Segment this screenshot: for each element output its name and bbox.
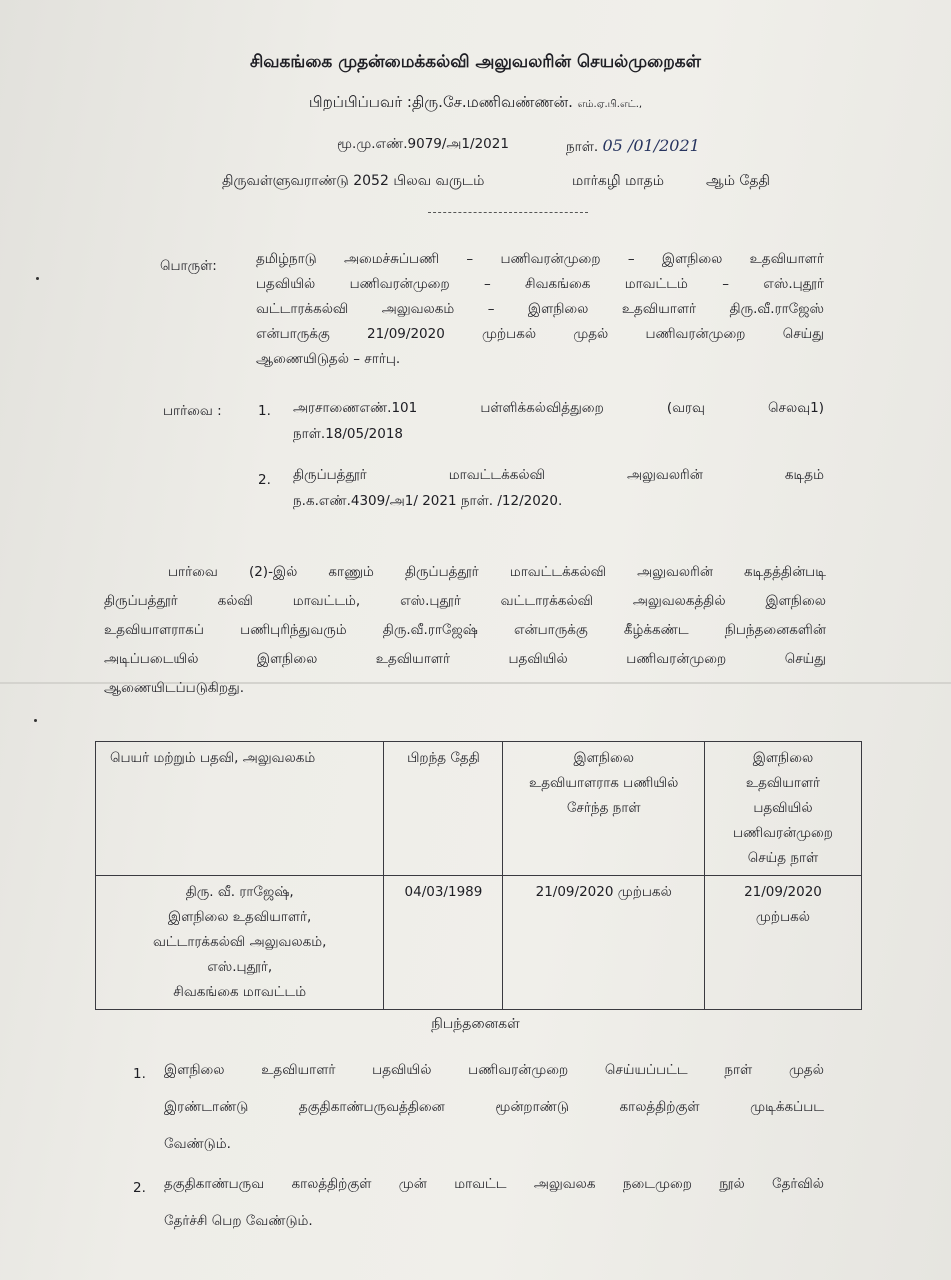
word: உதவியாளர் <box>375 651 451 667</box>
word: தகுதிகாண்பருவத்தினை <box>298 1099 445 1115</box>
condition-item <box>164 1166 824 1240</box>
word: மாவட்ட <box>454 1176 507 1192</box>
word: அலுவலகத்தில் <box>632 593 726 609</box>
word: நடைமுறை <box>622 1176 692 1192</box>
word: – <box>483 276 491 292</box>
word: திரு.வீ.ராஜேஸ் <box>729 301 824 317</box>
word: அரசாணைஎண்.101 <box>293 400 418 416</box>
word: திருப்பத்தூர் <box>404 564 479 580</box>
employee-detail-line: சிவகங்கை மாவட்டம் <box>173 984 307 1000</box>
word: உதவியாளர் <box>621 301 697 317</box>
subject-line <box>256 247 824 272</box>
word: இளநிலை <box>765 593 826 609</box>
word: திரு.வீ.ராஜேஷ் <box>382 622 478 638</box>
word: பதவியில் <box>256 276 316 292</box>
word: என்பாருக்கு <box>513 622 588 638</box>
handwritten-date: 05 /01/2021 <box>602 136 700 155</box>
reference-date: நாள்.18/05/2018 <box>293 426 403 442</box>
word: முற்பகல் <box>481 326 537 342</box>
details-table <box>95 741 862 1010</box>
word: அலுவலரின் <box>637 564 713 580</box>
word: நிபந்தனைகளின் <box>724 622 826 638</box>
word: திருப்பத்தூர் <box>293 467 367 483</box>
word: காலத்திற்குள் <box>619 1099 700 1115</box>
conditions-title: நிபந்தனைகள் <box>431 1016 520 1032</box>
word: – <box>722 276 729 292</box>
table-header-row <box>96 742 862 876</box>
body-line <box>104 616 826 645</box>
tamil-day: ஆம் தேதி <box>706 173 770 189</box>
word: பதவியில் <box>372 1062 432 1078</box>
employee-detail-line: எஸ்.புதூர், <box>207 959 273 975</box>
employee-details <box>96 876 384 1010</box>
word: வட்டாரக்கல்வி <box>256 301 349 317</box>
word: தேர்வில் <box>772 1176 824 1192</box>
reference-item <box>293 395 824 447</box>
word: பார்வை <box>168 564 218 580</box>
word: இளநிலை <box>164 1062 225 1078</box>
date-line <box>566 136 700 157</box>
issuer-line <box>0 93 951 113</box>
word: – <box>466 251 474 267</box>
reference-item <box>293 462 824 514</box>
subject-text <box>256 247 824 372</box>
word: தகுதிகாண்பருவ <box>164 1176 265 1192</box>
employee-detail-line: இளநிலை உதவியாளர், <box>168 909 312 925</box>
employee-detail-line: வட்டாரக்கல்வி அலுவலகம், <box>153 934 327 950</box>
word: அலுவலரின் <box>627 467 703 483</box>
reference-number-2: 2. <box>258 472 271 488</box>
word: – <box>627 251 635 267</box>
references-label: பார்வை : <box>163 403 222 419</box>
word: பணிவரன்முறை <box>468 1062 569 1078</box>
condition-item <box>164 1052 824 1163</box>
tamil-month: மார்கழி மாதம் <box>572 173 665 189</box>
condition-line <box>164 1166 824 1203</box>
word: மாவட்டக்கல்வி <box>448 467 545 483</box>
word: முதல் <box>573 326 609 342</box>
body-line <box>104 558 826 587</box>
condition-number-1: 1. <box>133 1066 146 1082</box>
word: காணும் <box>328 564 374 580</box>
joining-date: 21/09/2020 முற்பகல் <box>503 876 704 1010</box>
word: எஸ்.புதூர் <box>400 593 461 609</box>
word: கல்வி <box>217 593 253 609</box>
word: இளநிலை <box>527 301 589 317</box>
word: செய்து <box>784 651 826 667</box>
word: மாவட்டம் <box>624 276 688 292</box>
word: பணிபுரிந்துவரும் <box>240 622 347 638</box>
regularization-date: 21/09/2020 முற்பகல் <box>704 876 861 1010</box>
date-of-birth: 04/03/1989 <box>384 876 503 1010</box>
body-line <box>104 645 826 674</box>
word: அடிப்படையில் <box>104 651 199 667</box>
document-title: சிவகங்கை முதன்மைக்கல்வி அலுவலரின் செயல்முறைகள் <box>249 52 702 72</box>
tamil-year: திருவள்ளுவராண்டு 2052 பிலவ வருடம் <box>222 173 485 189</box>
reference-number-1: 1. <box>258 403 271 419</box>
word: – <box>487 301 495 317</box>
reference-line <box>293 462 824 488</box>
table-header: இளநிலை உதவியாளர் பதவியில் பணிவரன்முறை செய்த நாள் <box>704 742 861 876</box>
subject-line <box>256 322 824 347</box>
paper-speck <box>36 277 39 280</box>
word: கடிதம் <box>784 467 824 483</box>
word: மாவட்டம், <box>292 593 361 609</box>
word: சிவகங்கை <box>525 276 591 292</box>
word: பதவியில் <box>508 651 568 667</box>
word: அமைச்சுப்பணி <box>344 251 440 267</box>
word: இளநிலை <box>256 651 318 667</box>
reference-letter-no: ந.க.எண்.4309/அ1/ 2021 நாள். /12/2020. <box>293 493 563 509</box>
word: எஸ்.புதூர் <box>763 276 824 292</box>
word: செய்து <box>782 326 824 342</box>
condition-line <box>164 1089 824 1126</box>
word: பணிவரன்முறை <box>500 251 601 267</box>
word: வட்டாரக்கல்வி <box>500 593 593 609</box>
word: திருப்பத்தூர் <box>104 593 178 609</box>
body-paragraph <box>104 558 826 703</box>
table-header: பிறந்த தேதி <box>384 742 503 876</box>
word: நாள் <box>724 1062 753 1078</box>
table-header: இளநிலை உதவியாளராக பணியில் சேர்ந்த நாள் <box>503 742 704 876</box>
body-line: ஆணையிடப்படுகிறது. <box>104 680 245 696</box>
word: உதவியாளர் <box>749 251 824 267</box>
word: கீழ்க்கண்ட <box>623 622 689 638</box>
body-line <box>104 587 826 616</box>
subject-line <box>256 272 824 297</box>
subject-line <box>256 297 824 322</box>
reference-number: மூ.மு.எண்.9079/அ1/2021 <box>337 136 509 152</box>
word: பணிவரன்முறை <box>349 276 450 292</box>
word: 21/09/2020 <box>366 326 445 342</box>
word: உதவியாளர் <box>261 1062 336 1078</box>
word: உதவியாளராகப் <box>104 622 204 638</box>
word: காலத்திற்குள் <box>291 1176 372 1192</box>
word: அலுவலக <box>533 1176 596 1192</box>
employee-detail-line: திரு. வீ. ராஜேஷ், <box>185 884 294 900</box>
subject-line: ஆணையிடுதல் – சார்பு. <box>256 351 401 367</box>
word: தமிழ்நாடு <box>256 251 317 267</box>
word: மாவட்டக்கல்வி <box>509 564 606 580</box>
word: பள்ளிக்கல்வித்துறை <box>480 400 604 416</box>
word: (2)-இல் <box>248 564 298 580</box>
issuer-name: பிறப்பிப்பவர் :திரு.சே.மணிவண்ணன். <box>308 93 573 111</box>
word: கடிதத்தின்படி <box>744 564 826 580</box>
paper-speck <box>34 719 37 722</box>
word: இரண்டாண்டு <box>164 1099 249 1115</box>
word: என்பாருக்கு <box>256 326 330 342</box>
word: பணிவரன்முறை <box>645 326 746 342</box>
date-label: நாள். <box>566 139 599 155</box>
word: (வரவு <box>666 400 705 416</box>
condition-line <box>164 1052 824 1089</box>
separator-line <box>428 212 588 213</box>
table-row <box>96 876 862 1010</box>
word: முடிக்கப்பட <box>750 1099 824 1115</box>
condition-number-2: 2. <box>133 1180 146 1196</box>
word: முதல் <box>788 1062 824 1078</box>
word: நூல் <box>719 1176 745 1192</box>
word: மூன்றாண்டு <box>495 1099 569 1115</box>
word: முன் <box>398 1176 427 1192</box>
reference-line <box>293 395 824 421</box>
condition-line: தேர்ச்சி பெற வேண்டும். <box>164 1213 313 1229</box>
word: செய்யப்பட்ட <box>604 1062 688 1078</box>
table-header: பெயர் மற்றும் பதவி, அலுவலகம் <box>96 742 384 876</box>
subject-label: பொருள்: <box>160 258 217 274</box>
word: இளநிலை <box>661 251 723 267</box>
word: பணிவரன்முறை <box>626 651 727 667</box>
word: அலுவலகம் <box>381 301 455 317</box>
word: செலவு1) <box>768 400 824 416</box>
issuer-qualification: எம்.ஏ.பி.எட்., <box>577 99 643 110</box>
condition-line: வேண்டும். <box>164 1136 231 1152</box>
